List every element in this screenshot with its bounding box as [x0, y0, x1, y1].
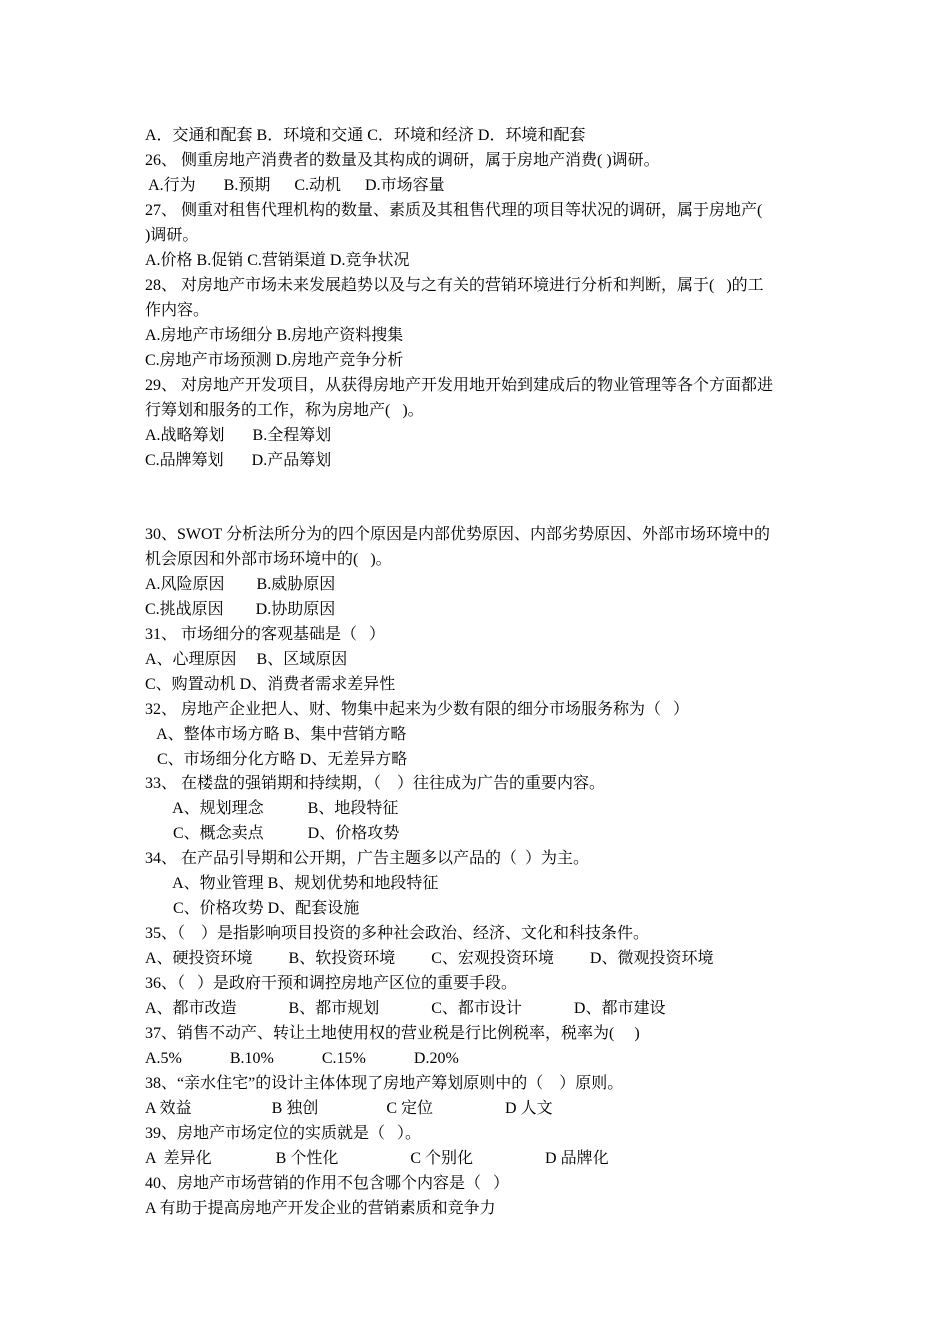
option-line: A、硬投资环境 B、软投资环境 C、宏观投资环境 D、微观投资环境: [145, 950, 714, 967]
option-line: A 有助于提高房地产开发企业的营销素质和竞争力: [145, 1200, 496, 1217]
option-line: C.品牌筹划 D.产品筹划: [145, 452, 332, 469]
option-line: A 差异化 B 个性化 C 个别化 D 品牌化: [145, 1150, 609, 1167]
option-line: C.挑战原因 D.协助原因: [145, 601, 336, 618]
question-28-cont: 作内容。: [145, 302, 210, 319]
option-line: A.风险原因 B.威胁原因: [145, 576, 336, 593]
question-30-cont: 机会原因和外部市场环境中的( )。: [145, 551, 392, 568]
option-line: A．交通和配套 B．环境和交通 C．环境和经济 D．环境和配套: [145, 127, 586, 144]
option-line: A、都市改造 B、都市规划 C、都市设计 D、都市建设: [145, 1000, 666, 1017]
question-35: 35、（ ）是指影响项目投资的多种社会政治、经济、文化和科技条件。: [145, 925, 650, 942]
option-line: A.行为 B.预期 C.动机 D.市场容量: [145, 177, 445, 194]
option-line: A.5% B.10% C.15% D.20%: [145, 1050, 459, 1067]
option-line: C、概念卖点 D、价格攻势: [145, 825, 400, 842]
question-34: 34、 在产品引导期和公开期，广告主题多以产品的（ ）为主。: [145, 850, 590, 867]
option-line: A.价格 B.促销 C.营销渠道 D.竞争状况: [145, 252, 410, 269]
option-line: C.房地产市场预测 D.房地产竞争分析: [145, 352, 404, 369]
option-line: C、价格攻势 D、配套设施: [145, 900, 360, 917]
question-27: 27、 侧重对租售代理机构的数量、素质及其租售代理的项目等状况的调研，属于房地产(: [145, 202, 763, 219]
question-29: 29、 对房地产开发项目，从获得房地产开发用地开始到建成后的物业管理等各个方面都进: [145, 377, 774, 394]
question-38: 38、“亲水住宅”的设计主体体现了房地产筹划原则中的（ ）原则。: [145, 1075, 624, 1092]
option-line: A.战略筹划 B.全程筹划: [145, 427, 332, 444]
question-36: 36、（ ）是政府干预和调控房地产区位的重要手段。: [145, 975, 518, 992]
question-37: 37、销售不动产、转让土地使用权的营业税是行比例税率，税率为( ): [145, 1025, 640, 1042]
question-39: 39、房地产市场定位的实质就是（ ）。: [145, 1125, 422, 1142]
option-line: A.房地产市场细分 B.房地产资料搜集: [145, 327, 404, 344]
question-33: 33、 在楼盘的强销期和持续期，（ ）往往成为广告的重要内容。: [145, 775, 606, 792]
question-29-cont: 行筹划和服务的工作，称为房地产( )。: [145, 402, 424, 419]
question-30: 30、SWOT 分析法所分为的四个原因是内部优势原因、内部劣势原因、外部市场环境中的: [145, 526, 771, 543]
question-28: 28、 对房地产市场未来发展趋势以及与之有关的营销环境进行分析和判断，属于( )的工: [145, 277, 764, 294]
option-line: A、心理原因 B、区域原因: [145, 651, 348, 668]
question-40: 40、房地产市场营销的作用不包含哪个内容是（ ）: [145, 1175, 510, 1192]
option-line: A 效益 B 独创 C 定位 D 人文: [145, 1100, 553, 1117]
option-line: A、规划理念 B、地段特征: [145, 800, 399, 817]
question-31: 31、 市场细分的客观基础是（ ）: [145, 626, 386, 643]
option-line: C、市场细分化方略 D、无差异方略: [145, 751, 408, 768]
option-line: A、整体市场方略 B、集中营销方略: [145, 726, 407, 743]
question-32: 32、 房地产企业把人、财、物集中起来为少数有限的细分市场服务称为（ ）: [145, 701, 690, 718]
question-27-cont: )调研。: [145, 227, 199, 244]
option-line: C、购置动机 D、消费者需求差异性: [145, 676, 396, 693]
question-26: 26、 侧重房地产消费者的数量及其构成的调研，属于房地产消费( )调研。: [145, 152, 660, 169]
option-line: A、物业管理 B、规划优势和地段特征: [145, 875, 439, 892]
